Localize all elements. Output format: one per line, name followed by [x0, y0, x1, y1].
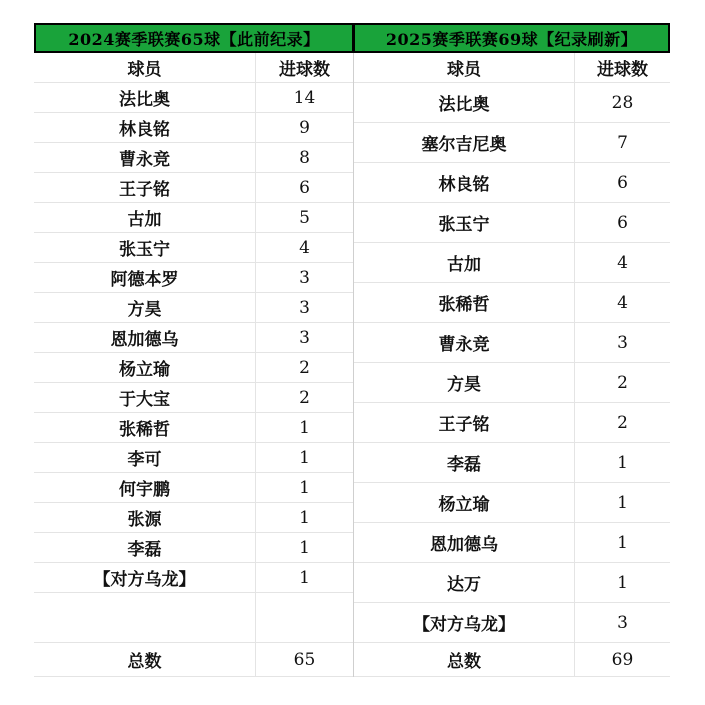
player-name-cell: 塞尔吉尼奥 — [354, 123, 575, 162]
goals-cell: 8 — [299, 147, 310, 168]
table-row — [34, 143, 353, 173]
goals-cell: 2 — [299, 357, 310, 378]
player-name-cell: 李磊 — [34, 533, 256, 562]
player-name-cell: 张稀哲 — [34, 413, 256, 442]
table-row — [354, 483, 670, 523]
player-name-cell: 古加 — [34, 203, 256, 232]
player-name-cell: 【对方乌龙】 — [354, 603, 575, 642]
player-name-cell: 杨立瑜 — [34, 353, 256, 382]
player-name-cell: 曹永竞 — [354, 323, 575, 362]
goals-cell: 进球数 — [279, 60, 330, 80]
right-table-title: 2025赛季联赛69球【纪录刷新】 — [353, 23, 670, 53]
table-row — [34, 203, 353, 233]
goals-cell: 3 — [617, 332, 628, 353]
goals-cell: 4 — [617, 292, 628, 313]
player-name-cell: 方昊 — [354, 363, 575, 402]
player-name-cell: 何宇鹏 — [34, 473, 256, 502]
table-row — [354, 403, 670, 443]
table-row — [34, 353, 353, 383]
goals-cell: 1 — [617, 532, 628, 553]
table-row — [34, 503, 353, 533]
table-row — [34, 323, 353, 353]
right-goals-table — [353, 53, 670, 677]
player-name-cell: 阿德本罗 — [34, 263, 256, 292]
player-name-cell: 法比奥 — [354, 83, 575, 122]
goals-cell: 3 — [299, 327, 310, 348]
goals-cell: 5 — [299, 207, 310, 228]
player-name-cell: 曹永竞 — [34, 143, 256, 172]
table-row — [34, 443, 353, 473]
table-row — [354, 323, 670, 363]
left-table-title: 2024赛季联赛65球【此前纪录】 — [34, 23, 354, 53]
table-row — [34, 413, 353, 443]
goals-cell: 2 — [299, 387, 310, 408]
goals-cell: 9 — [299, 117, 310, 138]
player-name-cell: 张玉宁 — [354, 203, 575, 242]
table-row — [354, 563, 670, 603]
goals-cell: 1 — [617, 492, 628, 513]
player-name-cell: 球员 — [34, 53, 256, 82]
player-name-cell: 恩加德乌 — [34, 323, 256, 352]
goals-cell: 3 — [617, 612, 628, 633]
goals-cell: 1 — [617, 572, 628, 593]
player-name-cell: 方昊 — [34, 293, 256, 322]
player-name-cell: 达万 — [354, 563, 575, 602]
table-row — [34, 593, 353, 643]
player-name-cell: 于大宝 — [34, 383, 256, 412]
table-row — [34, 473, 353, 503]
player-name-cell: 杨立瑜 — [354, 483, 575, 522]
table-row — [34, 563, 353, 593]
goals-cell: 65 — [293, 649, 316, 670]
player-name-cell: 张源 — [34, 503, 256, 532]
total-row — [34, 643, 353, 677]
player-name-cell: 总数 — [34, 643, 256, 676]
player-name-cell: 【对方乌龙】 — [34, 563, 256, 592]
table-row — [34, 83, 353, 113]
table-row — [354, 283, 670, 323]
player-name-cell: 李磊 — [354, 443, 575, 482]
goals-cell: 69 — [611, 649, 634, 670]
goals-cell: 1 — [299, 537, 310, 558]
table-row — [354, 163, 670, 203]
table-row — [354, 83, 670, 123]
goals-cell: 1 — [617, 452, 628, 473]
goals-cell: 14 — [293, 87, 316, 108]
table-row — [34, 113, 353, 143]
table-row — [34, 533, 353, 563]
table-row — [354, 523, 670, 563]
goals-cell: 4 — [617, 252, 628, 273]
goals-cell: 6 — [617, 172, 628, 193]
table-row — [34, 233, 353, 263]
table-row — [354, 123, 670, 163]
player-name-cell: 李可 — [34, 443, 256, 472]
player-name-cell: 王子铭 — [34, 173, 256, 202]
goals-cell: 1 — [299, 567, 310, 588]
player-name-cell: 张玉宁 — [34, 233, 256, 262]
goals-cell: 1 — [299, 507, 310, 528]
goals-cell: 3 — [299, 267, 310, 288]
goals-cell: 进球数 — [597, 60, 648, 80]
goals-cell: 28 — [611, 92, 634, 113]
left-goals-table — [34, 53, 353, 677]
goals-cell: 6 — [299, 177, 310, 198]
goals-cell: 2 — [617, 412, 628, 433]
player-name-cell: 古加 — [354, 243, 575, 282]
goals-cell: 6 — [617, 212, 628, 233]
table-row — [354, 243, 670, 283]
goals-cell: 3 — [299, 297, 310, 318]
player-name-cell: 林良铭 — [34, 113, 256, 142]
goals-cell: 1 — [299, 477, 310, 498]
table-row — [34, 293, 353, 323]
table-row — [34, 263, 353, 293]
column-header-row — [354, 53, 670, 83]
goals-cell: 1 — [299, 447, 310, 468]
table-headers — [34, 23, 670, 53]
total-row — [354, 643, 670, 677]
player-name-cell — [34, 593, 256, 642]
table-row — [354, 363, 670, 403]
table-row — [34, 383, 353, 413]
player-name-cell: 球员 — [354, 53, 575, 82]
column-header-row — [34, 53, 353, 83]
player-name-cell: 王子铭 — [354, 403, 575, 442]
player-name-cell: 林良铭 — [354, 163, 575, 202]
player-name-cell: 法比奥 — [34, 83, 256, 112]
goals-cell: 1 — [299, 417, 310, 438]
goals-cell: 2 — [617, 372, 628, 393]
table-row — [354, 443, 670, 483]
goals-cell: 4 — [299, 237, 310, 258]
goals-cell — [256, 593, 353, 642]
table-row — [354, 203, 670, 243]
player-name-cell: 总数 — [354, 643, 575, 676]
goals-cell: 7 — [617, 132, 628, 153]
table-row — [354, 603, 670, 643]
player-name-cell: 张稀哲 — [354, 283, 575, 322]
table-row — [34, 173, 353, 203]
player-name-cell: 恩加德乌 — [354, 523, 575, 562]
